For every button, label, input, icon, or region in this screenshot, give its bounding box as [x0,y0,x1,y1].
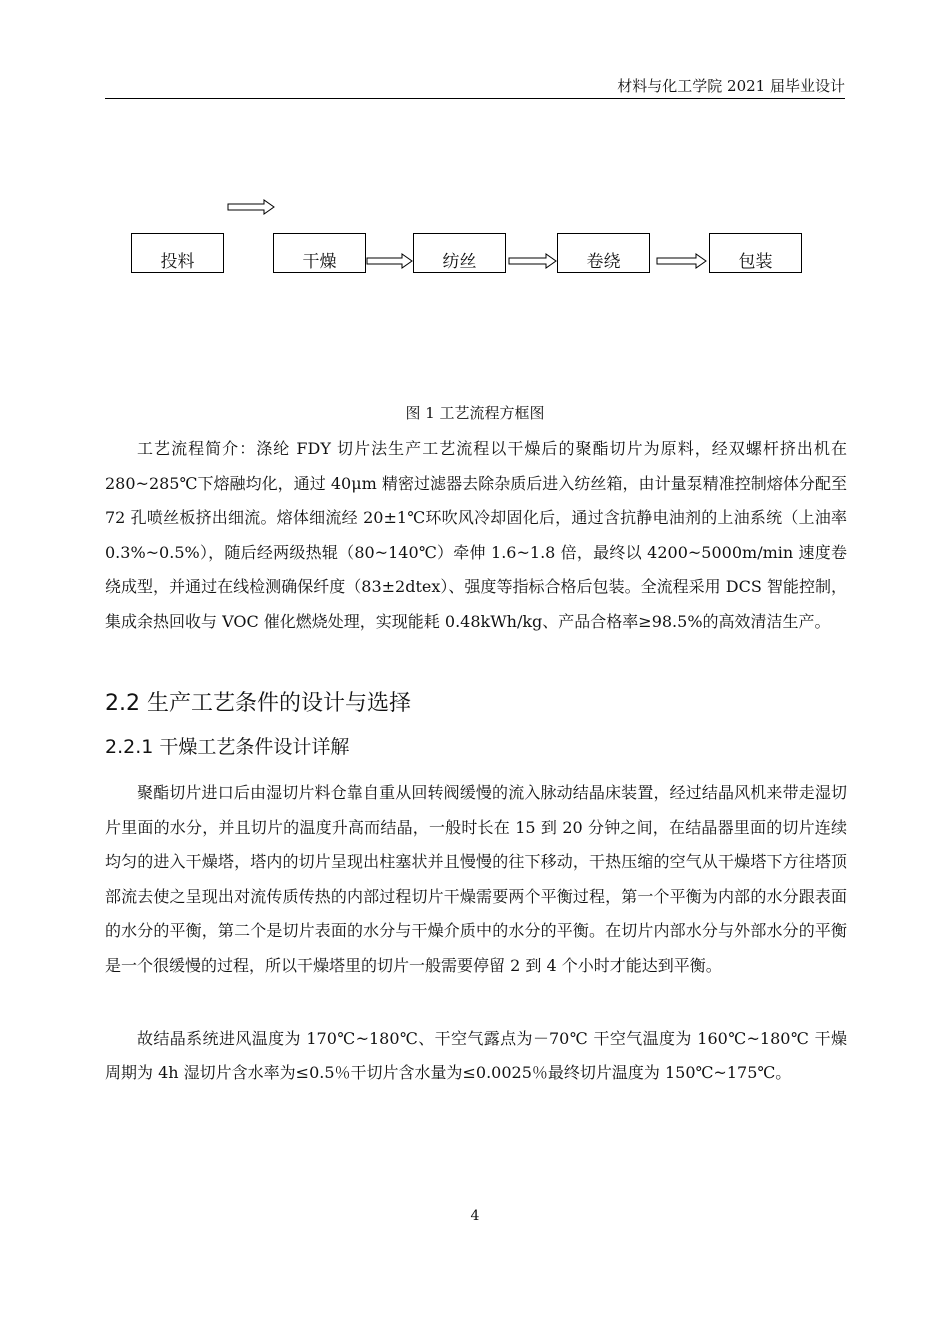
intro-paragraph: 工艺流程简介：涤纶 FDY 切片法生产工艺流程以干燥后的聚酯切片为原料，经双螺杆挤出机在 280~285℃下熔融均化，通过 40μm 精密过滤器去除杂质后进入纺丝箱，由计量泵精准控制熔体分配至 72 孔喷丝板挤出细流。熔体细流经 20±1℃环吹风冷却固化后，通过含抗静电油剂的上油系统（上油率 0.3%~0.5%），随后经两级热辊（80~140℃）牵伸 1.6~1.8 倍，最终以 4200~5000m/min 速度卷绕成型，并通过在线检测确保纤度（83±2dtex）、强度等指标合格后包装。全流程采用 DCS 智能控制，集成余热回收与 VOC 催化燃烧处理，实现能耗 0.48kWh/kg、产品合格率≥98.5%的高效清洁生产。 [105,439,847,631]
flow-step-feeding: 投料 [131,233,224,273]
page-number: 4 [470,1208,480,1224]
page-header: 材料与化工学院 2021 届毕业设计 [105,76,845,99]
flow-step-drying: 干燥 [273,233,366,273]
drying-conditions-paragraph: 故结晶系统进风温度为 170℃~180℃、干空气露点为－70℃ 干空气温度为 160℃~180℃ 干燥周期为 4h 湿切片含水率为≤0.5％干切片含水量为≤0.0025％最终切片温度为 150℃~175℃。 [105,1029,847,1083]
arrow-icon [656,253,708,269]
figure-caption: 图 1 工艺流程方框图 [405,404,545,422]
subsection-heading: 2.2.1 干燥工艺条件设计详解 [105,736,350,758]
section-heading: 2.2 生产工艺条件的设计与选择 [105,691,411,716]
arrow-icon [226,199,276,215]
flow-step-spinning: 纺丝 [413,233,506,273]
drying-paragraph: 聚酯切片进口后由湿切片料仓靠自重从回转阀缓慢的流入脉动结晶床装置，经过结晶风机来带走湿切片里面的水分，并且切片的温度升高而结晶，一般时长在 15 到 20 分钟之间，在结晶器里面的切片连续均匀的进入干燥塔，塔内的切片呈现出柱塞状并且慢慢的往下移动，干热压缩的空气从干燥塔下方往塔顶部流去使之呈现出对流传质传热的内部过程切片干燥需要两个平衡过程，第一个平衡为内部的水分跟表面的水分的平衡，第二个是切片表面的水分与干燥介质中的水分的平衡。在切片内部水分与外部水分的平衡是一个很缓慢的过程，所以干燥塔里的切片一般需要停留 2 到 4 个小时才能达到平衡。 [105,783,847,975]
flow-step-packing: 包装 [709,233,802,273]
arrow-icon [366,253,414,269]
arrow-icon [508,253,558,269]
flow-step-winding: 卷绕 [557,233,650,273]
